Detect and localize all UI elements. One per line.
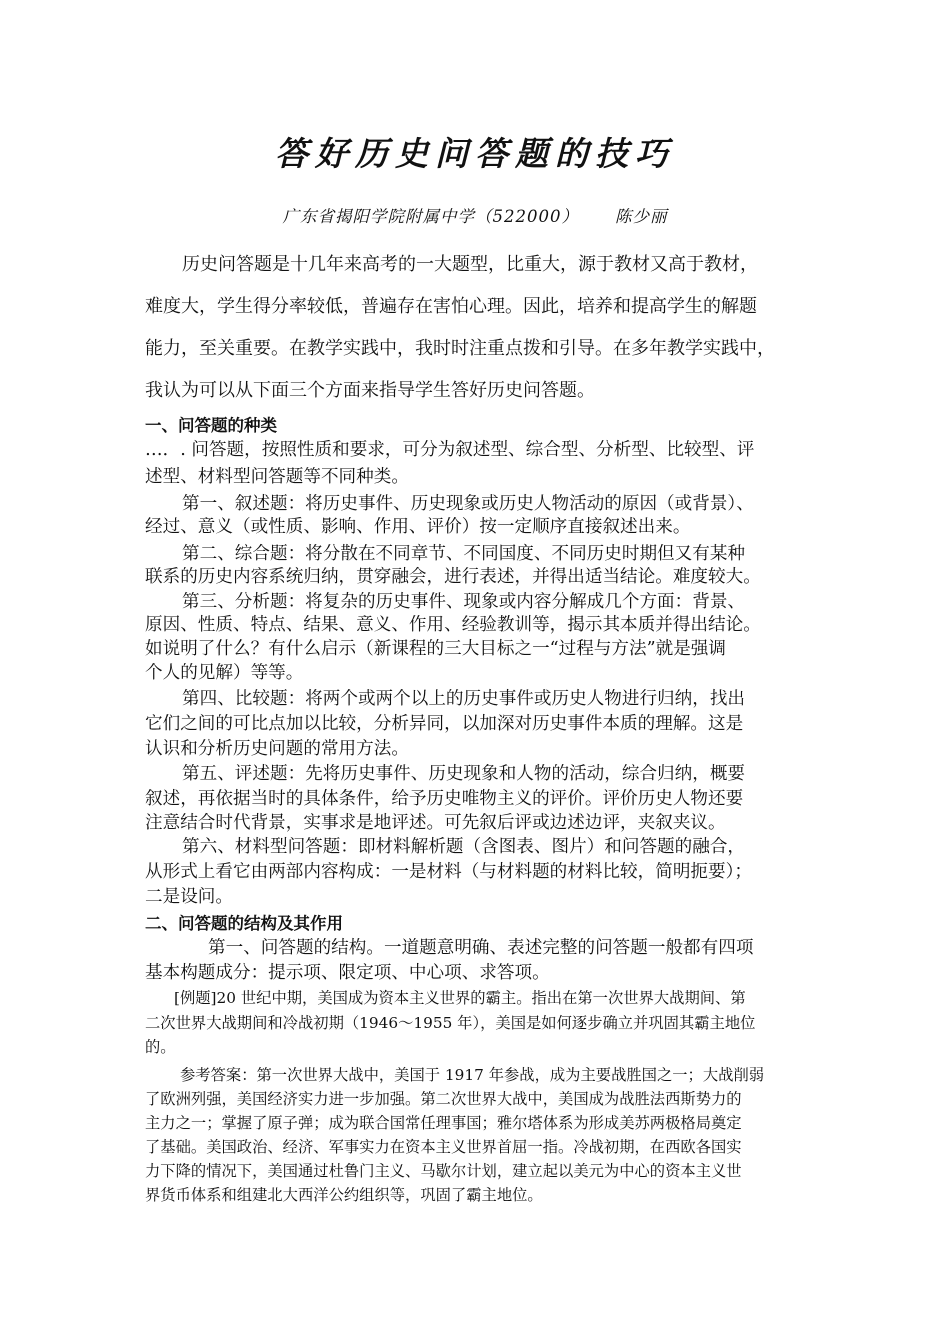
- example-line: [例题]20 世纪中期，美国成为资本主义世界的霸主。指出在第一次世界大战期间、第: [174, 989, 746, 1007]
- answer-line: 界货币体系和组建北大西洋公约组织等，巩固了霸主地位。: [145, 1186, 543, 1204]
- section1-line: 原因、性质、特点、结果、意义、作用、经验教训等，揭示其本质并得出结论。: [145, 615, 761, 635]
- section1-line: …．. 问答题，按照性质和要求，可分为叙述型、综合型、分析型、比较型、评: [145, 440, 755, 460]
- section-heading-2: 二、问答题的结构及其作用: [145, 914, 343, 933]
- section1-line: 第五、评述题：先将历史事件、历史现象和人物的活动，综合归纳，概要: [182, 764, 746, 784]
- section1-line: 第六、材料型问答题：即材料解析题（含图表、图片）和问答题的融合，: [182, 837, 746, 857]
- intro-line: 难度大，学生得分率较低，普遍存在害怕心理。因此，培养和提高学生的解题: [145, 296, 757, 317]
- section1-line: 它们之间的可比点加以比较，分析异同，以加深对历史事件本质的理解。这是: [145, 714, 744, 734]
- intro-line: 我认为可以从下面三个方面来指导学生答好历史问答题。: [145, 380, 595, 401]
- section1-line: 叙述，再依据当时的具体条件，给予历史唯物主义的评价。评价历史人物还要: [145, 789, 744, 809]
- section1-line: 第四、比较题：将两个或两个以上的历史事件或历史人物进行归纳，找出: [182, 689, 746, 709]
- section2-line: 第一、问答题的结构。一道题意明确、表述完整的问答题一般都有四项: [208, 938, 754, 958]
- section1-line: 第三、分析题：将复杂的历史事件、现象或内容分解成几个方面：背景、: [182, 592, 746, 612]
- answer-line: 了欧洲列强，美国经济实力进一步加强。第二次世界大战中，美国成为战胜法西斯势力的: [145, 1090, 742, 1108]
- section1-line: 联系的历史内容系统归纳，贯穿融会，进行表述，并得出适当结论。难度较大。: [145, 567, 761, 587]
- section1-line: 第二、综合题：将分散在不同章节、不同国度、不同历史时期但又有某种: [182, 544, 746, 564]
- answer-line: 参考答案：第一次世界大战中，美国于 1917 年参战，成为主要战胜国之一；大战削弱: [180, 1066, 765, 1084]
- section1-line: 经过、意义（或性质、影响、作用、评价）按一定顺序直接叙述出来。: [145, 517, 691, 537]
- section1-line: 个人的见解）等等。: [145, 663, 304, 683]
- section1-line: 从形式上看它由两部内容构成：一是材料（与材料题的材料比较，简明扼要）；: [145, 862, 752, 882]
- section1-line: 如说明了什么？有什么启示（新课程的三大目标之一“过程与方法”就是强调: [145, 639, 726, 659]
- author-line: [0, 203, 950, 227]
- answer-line: 力下降的情况下，美国通过杜鲁门主义、马歇尔计划，建立起以美元为中心的资本主义世: [145, 1162, 742, 1180]
- author-name: 陈少丽: [615, 207, 668, 226]
- example-line: 二次世界大战期间和冷战初期（1946～1955 年），美国是如何逐步确立并巩固其霸主地位: [145, 1014, 756, 1032]
- document-title: 答好历史问答题的技巧: [275, 134, 675, 173]
- example-line: 的。: [145, 1038, 176, 1056]
- intro-line: 能力，至关重要。在教学实践中，我时时注重点拨和引导。在多年教学实践中，: [145, 338, 775, 359]
- section1-line: 二是设问。: [145, 887, 233, 907]
- section1-line: 第一、叙述题：将历史事件、历史现象或历史人物活动的原因（或背景）、: [182, 494, 754, 514]
- section2-line: 基本构题成分：提示项、限定项、中心项、求答项。: [145, 963, 550, 983]
- section1-line: 述型、材料型问答题等不同种类。: [145, 467, 409, 487]
- answer-line: 主力之一；掌握了原子弹；成为联合国常任理事国；雅尔塔体系为形成美苏两极格局奠定: [145, 1114, 742, 1132]
- intro-line: 历史问答题是十几年来高考的一大题型，比重大，源于教材又高于教材，: [182, 254, 758, 275]
- section-heading-1: 一、问答题的种类: [145, 416, 277, 435]
- answer-line: 了基础。美国政治、经济、军事实力在资本主义世界首屈一指。冷战初期，在西欧各国实: [145, 1138, 742, 1156]
- section1-line: 注意结合时代背景，实事求是地评述。可先叙后评或边述边评，夹叙夹议。: [145, 813, 726, 833]
- section1-line: 认识和分析历史问题的常用方法。: [145, 739, 409, 759]
- author-organization: 广东省揭阳学院附属中学（522000）: [282, 207, 579, 226]
